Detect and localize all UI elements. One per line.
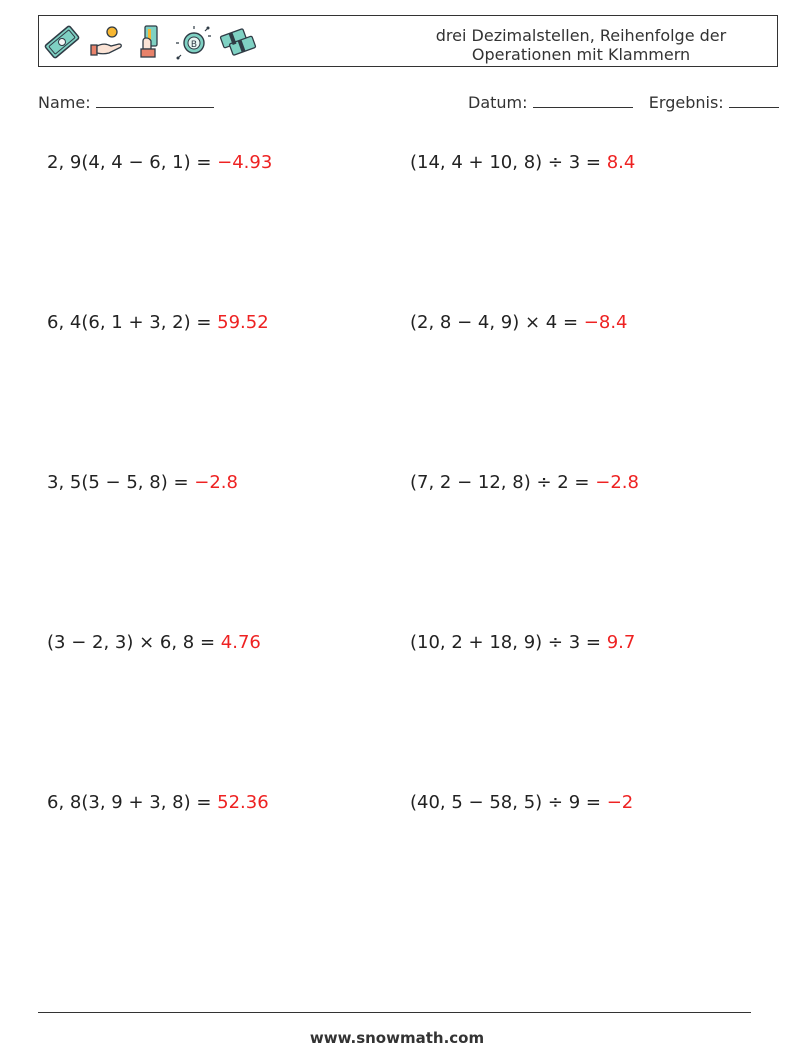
problem-expression: (7, 2 − 12, 8) ÷ 2 =	[410, 472, 596, 493]
date-blank[interactable]	[533, 93, 633, 108]
problem-2	[410, 152, 635, 173]
problem-3	[47, 312, 269, 333]
worksheet-header	[38, 15, 778, 67]
banknote-icon	[43, 23, 81, 61]
problem-1	[47, 152, 272, 173]
problem-answer: 4.76	[220, 632, 261, 653]
problem-expression: 3, 5(5 − 5, 8) =	[47, 472, 195, 493]
money-stack-icon	[219, 23, 257, 61]
problem-answer: 59.52	[217, 312, 269, 333]
problem-8	[410, 632, 635, 653]
title-line-1: drei Dezimalstellen, Reihenfolge der	[435, 26, 727, 45]
problem-4	[410, 312, 628, 333]
name-label: Name:	[38, 93, 91, 112]
problem-expression: (2, 8 − 4, 9) × 4 =	[410, 312, 584, 333]
problem-answer: 52.36	[217, 792, 269, 813]
title-line-2: Operationen mit Klammern	[471, 45, 691, 64]
svg-text:B: B	[190, 40, 198, 50]
hand-card-icon	[131, 23, 169, 61]
footer-url[interactable]: www.snowmath.com	[309, 1029, 485, 1047]
problem-expression: 6, 4(6, 1 + 3, 2) =	[47, 312, 218, 333]
result-label: Ergebnis:	[648, 93, 724, 112]
problem-7	[47, 632, 261, 653]
footer-divider	[38, 1012, 751, 1013]
problem-10	[410, 792, 633, 813]
problem-answer: −2.8	[194, 472, 238, 493]
result-blank[interactable]	[729, 93, 779, 108]
bitcoin-icon	[175, 23, 213, 61]
date-result-fields	[468, 93, 779, 112]
problem-expression: 2, 9(4, 4 − 6, 1) =	[47, 152, 218, 173]
problem-answer: −2	[606, 792, 634, 813]
problem-answer: −8.4	[583, 312, 628, 333]
problem-answer: 8.4	[606, 152, 636, 173]
problem-answer: −2.8	[595, 472, 639, 493]
problem-expression: (3 − 2, 3) × 6, 8 =	[47, 632, 221, 653]
problem-expression: (14, 4 + 10, 8) ÷ 3 =	[410, 152, 607, 173]
problem-expression: (40, 5 − 58, 5) ÷ 9 =	[410, 792, 607, 813]
date-label: Datum:	[468, 93, 528, 112]
problem-9	[47, 792, 269, 813]
problem-answer: 9.7	[606, 632, 636, 653]
name-field[interactable]	[38, 93, 214, 112]
problem-5	[47, 472, 238, 493]
name-blank[interactable]	[96, 93, 214, 108]
problem-6	[410, 472, 639, 493]
problem-expression: (10, 2 + 18, 9) ÷ 3 =	[410, 632, 607, 653]
problem-answer: −4.93	[217, 152, 273, 173]
worksheet-title	[431, 26, 731, 64]
hand-coin-icon	[87, 23, 125, 61]
problem-expression: 6, 8(3, 9 + 3, 8) =	[47, 792, 218, 813]
header-icons	[43, 20, 257, 64]
